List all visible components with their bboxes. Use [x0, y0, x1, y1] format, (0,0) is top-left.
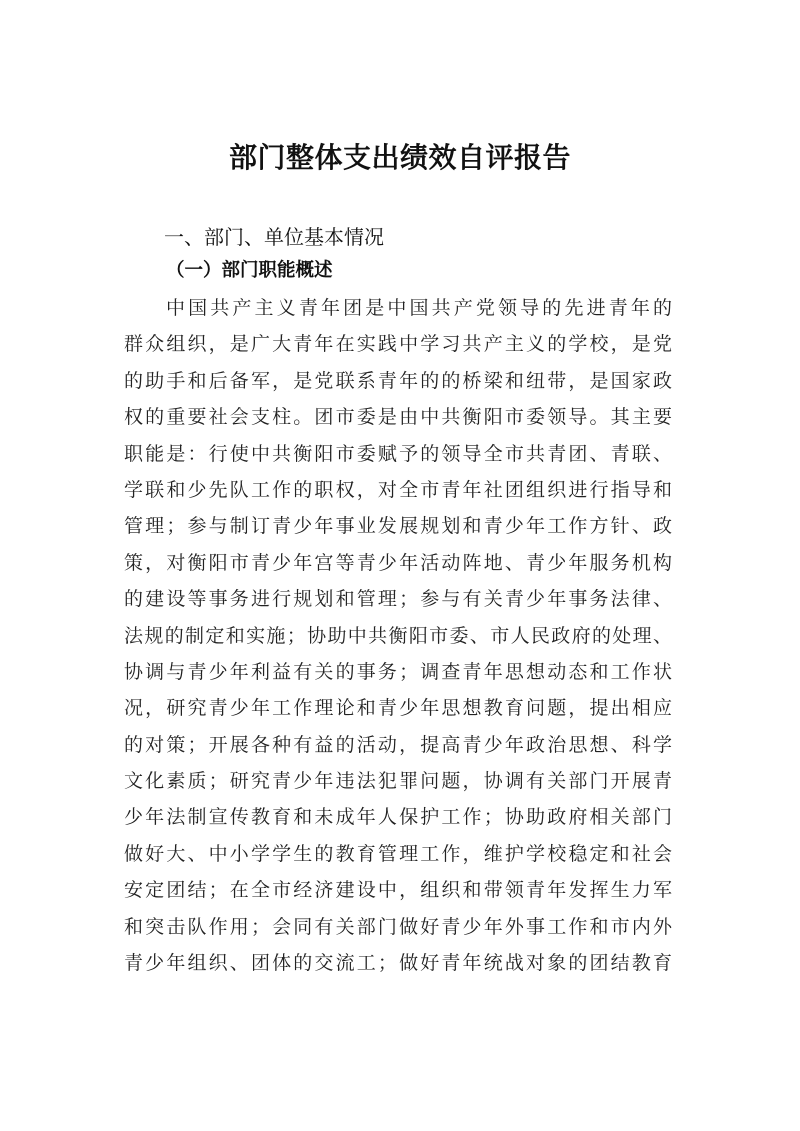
body-line: 文化素质；研究青少年违法犯罪问题，协调有关部门开展青 [124, 770, 672, 793]
body-line: 做好大、中小学学生的教育管理工作，维护学校稳定和社会 [124, 842, 672, 865]
body-paragraph [124, 290, 672, 981]
body-line: 安定团结；在全市经济建设中，组织和带领青年发挥生力军 [124, 879, 672, 902]
body-line: 管理；参与制订青少年事业发展规划和青少年工作方针、政 [124, 515, 672, 538]
body-line: 策，对衡阳市青少年宫等青少年活动阵地、青少年服务机构 [124, 551, 672, 574]
body-line: 青少年组织、团体的交流工；做好青年统战对象的团结教育 [124, 952, 672, 975]
body-line: 协调与青少年利益有关的事务；调查青年思想动态和工作状 [124, 660, 672, 683]
body-line: 和突击队作用；会同有关部门做好青少年外事工作和市内外 [124, 915, 672, 938]
subsection-heading: （一）部门职能概述 [166, 260, 333, 281]
body-line: 少年法制宣传教育和未成年人保护工作；协助政府相关部门 [124, 806, 672, 829]
body-line: 中国共产主义青年团是中国共产党领导的先进青年的 [166, 297, 672, 319]
body-line: 群众组织，是广大青年在实践中学习共产主义的学校，是党 [124, 333, 672, 356]
document-title: 部门整体支出绩效自评报告 [228, 141, 571, 174]
body-line: 权的重要社会支柱。团市委是由中共衡阳市委领导。其主要 [124, 406, 672, 429]
body-line: 的助手和后备军，是党联系青年的的桥梁和纽带，是国家政 [124, 369, 672, 392]
body-line: 的对策；开展各种有益的活动，提高青少年政治思想、科学 [124, 733, 672, 756]
body-line: 况，研究青少年工作理论和青少年思想教育问题，提出相应 [124, 697, 672, 720]
body-line: 学联和少先队工作的职权，对全市青年社团组织进行指导和 [124, 478, 672, 501]
body-line: 的建设等事务进行规划和管理；参与有关青少年事务法律、 [124, 588, 672, 611]
body-line: 法规的制定和实施；协助中共衡阳市委、市人民政府的处理、 [124, 624, 672, 647]
section-heading: 一、部门、单位基本情况 [164, 225, 384, 249]
body-line: 职能是：行使中共衡阳市委赋予的领导全市共青团、青联、 [124, 442, 672, 465]
